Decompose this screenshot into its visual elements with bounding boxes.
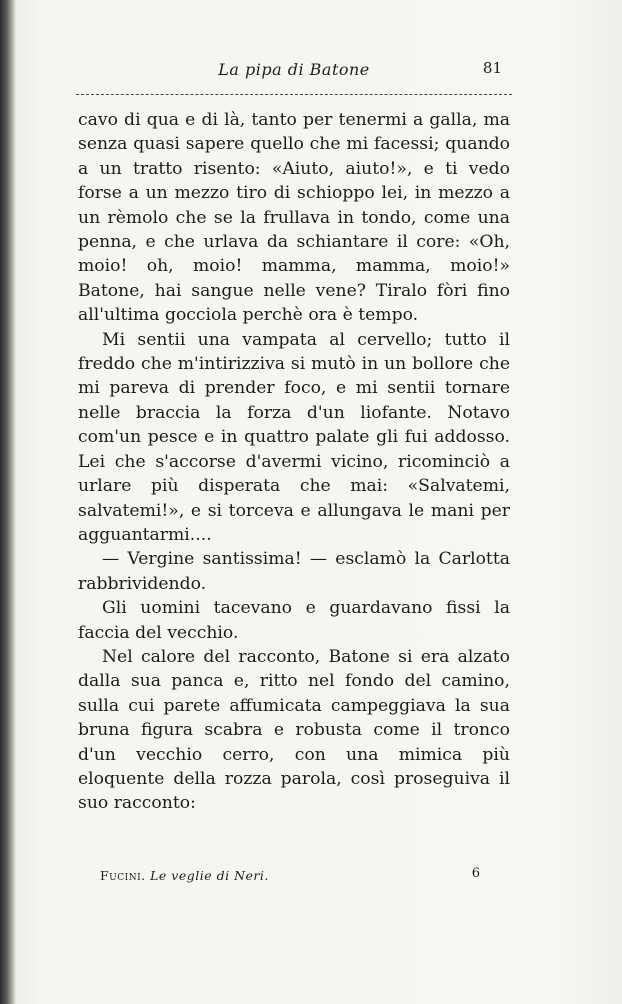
body-text — [78, 108, 510, 816]
page-number: 81 — [482, 59, 502, 77]
paragraph: Nel calore del racconto, Batone si era alzato dalla sua panca e, ritto nel fondo del camino, sulla cui parete affumicata campeggiava la sua bruna figura scabra e robusta come il tronco d'un vecchio cerro, con una mimica più eloquente della rozza parola, così proseguiva il suo racconto: — [78, 646, 510, 814]
footer-author: Fucini. — [100, 868, 146, 883]
paragraph: Gli uomini tacevano e guardavano fissi la faccia del vecchio. — [78, 598, 510, 643]
signature-mark: 6 — [471, 866, 480, 881]
running-title: La pipa di Batone — [218, 60, 370, 79]
footer-book-title: Le veglie di Neri. — [150, 868, 269, 883]
page-footer — [100, 866, 490, 892]
paragraph: — Vergine santissima! — esclamò la Carlotta rabbrividendo. — [78, 549, 510, 594]
header-rule — [76, 94, 512, 95]
footer-signature — [100, 868, 269, 883]
paragraph: cavo di qua e di là, tanto per tenermi a galla, ma senza quasi sapere quello che mi facessi; quando a un tratto risento: «Aiuto, aiuto!», e ti vedo forse a un mezzo tiro di schioppo lei, in mezzo a un rèmolo che se la frullava in tondo, come una penna, e che urlava da schiantare il core: «Oh, moio! oh, moio! mamma, mamma, moio!» Batone, hai sangue nelle vene? Tiralo fòri fino all'ultima gocciola perchè ora è tempo. — [78, 110, 510, 326]
page-header — [76, 56, 512, 86]
book-spine-shadow — [0, 0, 16, 1004]
paragraph: Mi sentii una vampata al cervello; tutto il freddo che m'intirizziva si mutò in un bollore che mi pareva di prender foco, e mi sentii tornare nelle braccia la forza d'un liofante. Notavo com'un pesce e in quattro palate gli fui addosso. Lei che s'accorse d'avermi vicino, ricominciò a urlare più disperata che mai: «Salvatemi, salvatemi!», e si torceva e allungava le mani per agguantarmi.... — [78, 329, 510, 545]
